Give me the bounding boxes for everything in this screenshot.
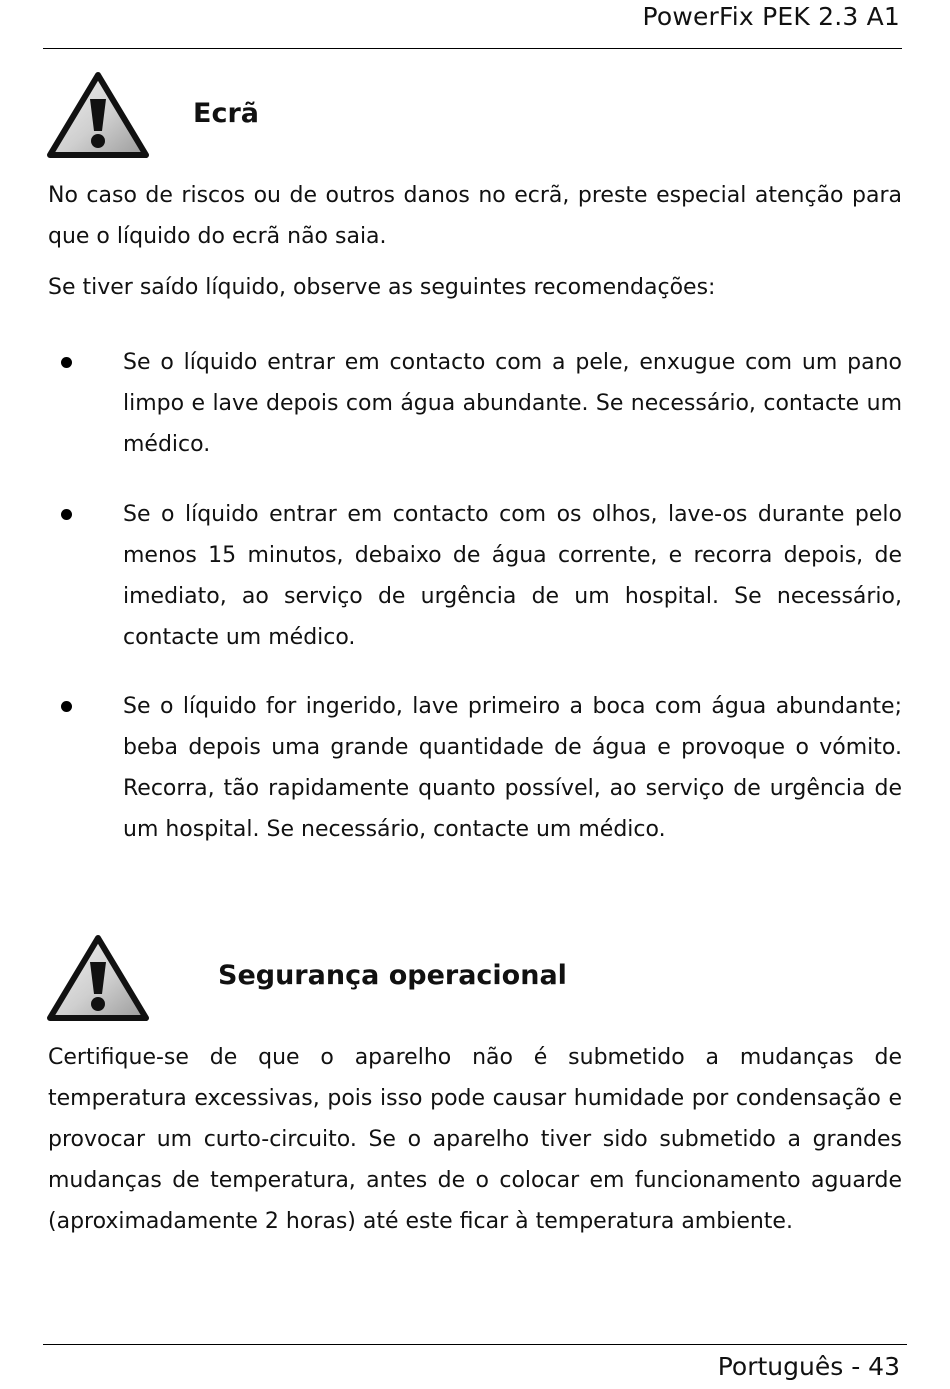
document-title: PowerFix PEK 2.3 A1 [642, 2, 900, 31]
bullet-icon [61, 357, 72, 368]
bullet-icon [61, 509, 72, 520]
section-heading: Ecrã [193, 98, 259, 129]
list-item-text: Se o líquido for ingerido, lave primeiro a boca com água abundante; beba depois uma grande quantidade de água e provoque o vómito. Recorra, tão rapidamente quanto possível, ao serviço de urgência de um hospital. Se necessário, contacte um médico. [123, 694, 902, 842]
list-item-text: Se o líquido entrar em contacto com os olhos, lave-os durante pelo menos 15 minutos, debaixo de água corrente, e recorra depois, de imediato, ao serviço de urgência de um hospital. Se necessário, contacte um médico. [123, 502, 902, 650]
page-number: Português - 43 [717, 1352, 900, 1381]
warning-triangle-icon [46, 934, 150, 1022]
footer-divider [43, 1344, 907, 1345]
list-item-text: Se o líquido entrar em contacto com a pele, enxugue com um pano limpo e lave depois com água abundante. Se necessário, contacte um médico. [123, 350, 902, 457]
warning-triangle-icon [46, 71, 150, 159]
section-heading: Segurança operacional [218, 960, 567, 991]
paragraph: Se tiver saído líquido, observe as seguintes recomendações: [48, 275, 716, 300]
header-divider [43, 48, 902, 49]
bullet-icon [61, 701, 72, 712]
paragraph: No caso de riscos ou de outros danos no ecrã, preste especial atenção para que o líquido do ecrã não saia. [48, 183, 902, 249]
paragraph: Certifique-se de que o aparelho não é submetido a mudanças de temperatura excessivas, pois isso pode causar humidade por condensação e provocar um curto-circuito. Se o aparelho tiver sido submetido a grandes mudanças de temperatura, antes de o colocar em funcionamento aguarde (aproximadamente 2 horas) até este ficar à temperatura ambiente. [48, 1045, 902, 1234]
